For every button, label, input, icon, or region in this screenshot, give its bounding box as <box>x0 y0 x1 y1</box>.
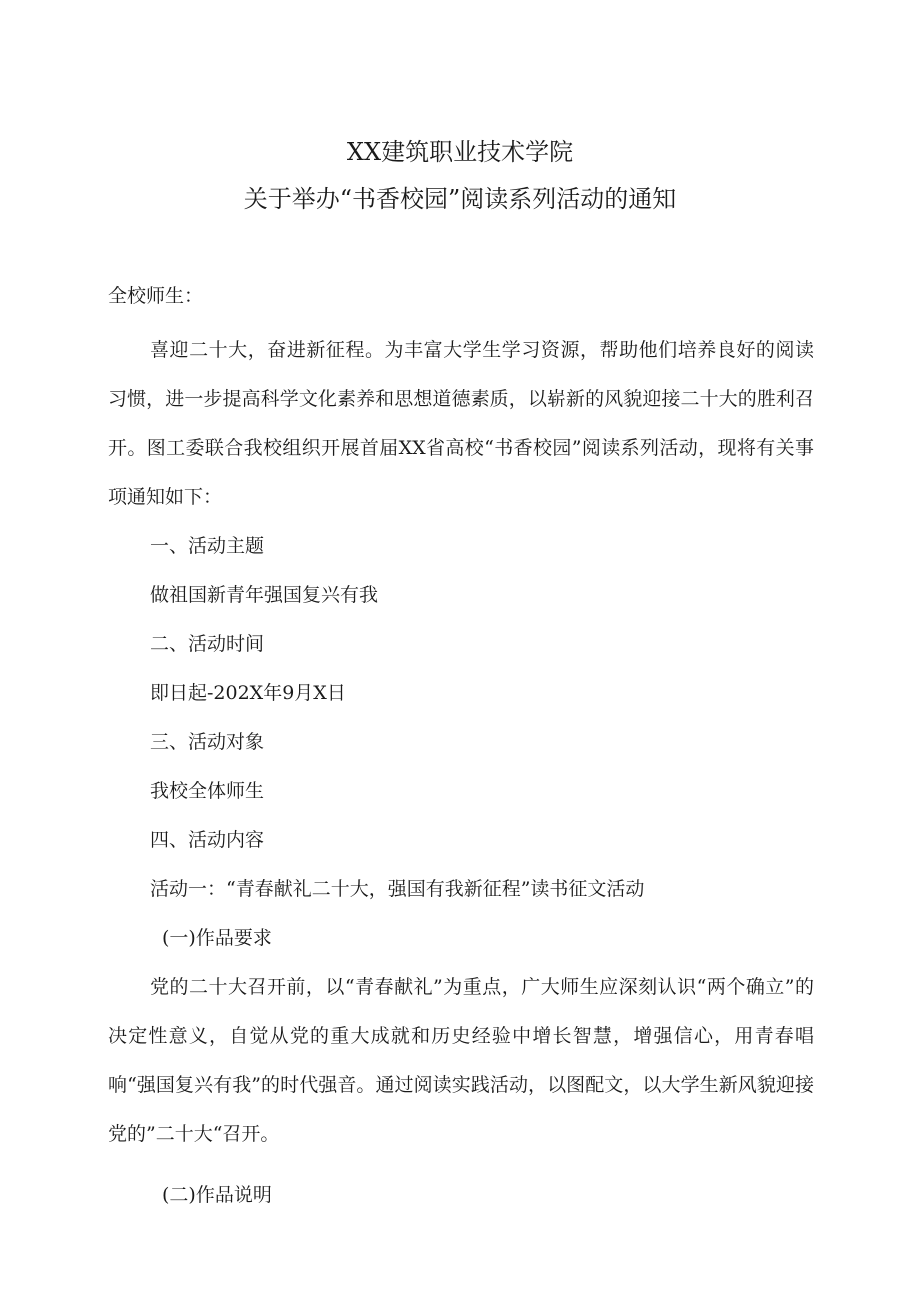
intro-paragraph: 喜迎二十大，奋进新征程。为丰富大学生学习资源，帮助他们培养良好的阅读习惯，进一步提高科学文化素养和思想道德素质，以崭新的风貌迎接二十大的胜利召开。图工委联合我校组织开展首届XX省高校“书香校园”阅读系列活动，现将有关事项通知如下： <box>108 339 814 508</box>
section-heading-time: 二、活动时间 <box>150 633 265 655</box>
section-content-theme: 做祖国新青年强国复兴有我 <box>150 584 379 606</box>
document-title-school: XX建筑职业技术学院 <box>346 138 574 166</box>
document-body <box>108 280 814 1220</box>
subsection-heading-description: (二)作品说明 <box>162 1184 272 1206</box>
requirements-paragraph: 党的二十大召开前，以“青春献礼”为重点，广大师生应深刻认识“两个确立”的决定性意义，自觉从党的重大成就和历史经验中增长智慧，增强信心，用青春唱响“强国复兴有我”的时代强音。通过阅读实践活动，以图配文，以大学生新风貌迎接党的”二十大“召开。 <box>108 976 814 1145</box>
section-heading-audience: 三、活动对象 <box>150 731 265 753</box>
section-content-audience: 我校全体师生 <box>150 780 265 802</box>
document-title-notice: 关于举办“书香校园”阅读系列活动的通知 <box>243 185 677 213</box>
section-heading-theme: 一、活动主题 <box>150 535 265 557</box>
section-heading-content: 四、活动内容 <box>150 829 265 851</box>
salutation: 全校师生： <box>108 285 204 307</box>
paragraph-spacer <box>108 1159 814 1171</box>
subsection-heading-requirements: (一)作品要求 <box>162 927 272 949</box>
section-content-time: 即日起-202X年9月X日 <box>150 682 346 704</box>
activity-one-title: 活动一：“青春献礼二十大，强国有我新征程”读书征文活动 <box>150 878 645 900</box>
